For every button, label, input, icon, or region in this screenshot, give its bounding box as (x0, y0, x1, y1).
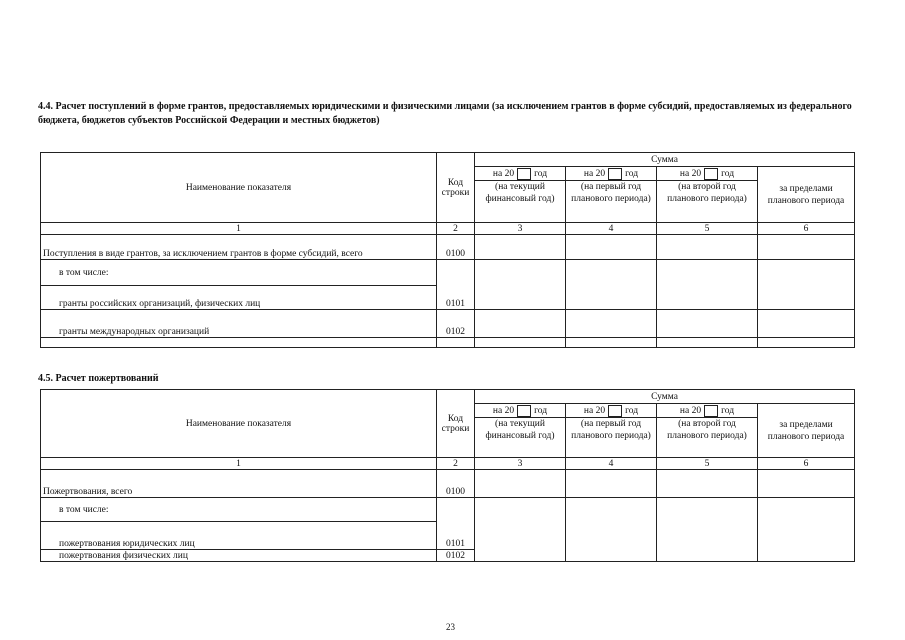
header-sum: Сумма (475, 390, 855, 404)
table-row: гранты российских организаций, физических лиц (41, 286, 855, 310)
donations-table (40, 389, 855, 562)
period-3-label: (на второй год планового периода) (657, 181, 758, 223)
section-4-5-title: 4.5. Расчет пожертвований (38, 373, 159, 384)
year-input-box[interactable] (704, 405, 718, 417)
year-input-box[interactable] (608, 168, 622, 180)
table-row: пожертвования физических лиц 0102 (41, 550, 855, 562)
header-name: Наименование показателя (41, 153, 437, 223)
col-num: 6 (758, 458, 855, 470)
table-row: в том числе: 0101 (41, 498, 855, 522)
period-1-label: (на текущий финансовый год) (475, 418, 566, 458)
header-sum: Сумма (475, 153, 855, 167)
period-2-year: на 20 год (566, 404, 657, 418)
section-4-4-title: 4.4. Расчет поступлений в форме грантов, предоставляемых юридическими и физическими лицами (за исключением грантов в форме субсидий, предоставляемых из федерального бюджета, бюджетов субъектов Российской Федерации и местных бюджетов) (38, 101, 852, 126)
col-num: 4 (566, 223, 657, 235)
year-input-box[interactable] (704, 168, 718, 180)
period-1-label: (на текущий финансовый год) (475, 181, 566, 223)
col-num: 6 (758, 223, 855, 235)
period-2-label: (на первый год планового периода) (566, 181, 657, 223)
header-name: Наименование показателя (41, 390, 437, 458)
col-num: 4 (566, 458, 657, 470)
table-row: Пожертвования, всего 0100 (41, 470, 855, 498)
table-row: Поступления в виде грантов, за исключением грантов в форме субсидий, всего 0100 (41, 235, 855, 260)
table-row: гранты международных организаций 0102 (41, 310, 855, 338)
col-num: 3 (475, 458, 566, 470)
year-input-box[interactable] (608, 405, 622, 417)
col-num: 5 (657, 458, 758, 470)
col-num: 2 (437, 458, 475, 470)
header-code: Код строки (437, 390, 475, 458)
period-3-year: на 20 год (657, 167, 758, 181)
page-number: 23 (446, 622, 455, 632)
col-num: 1 (41, 223, 437, 235)
col-num: 2 (437, 223, 475, 235)
col-num: 1 (41, 458, 437, 470)
table-row: пожертвования юридических лиц (41, 522, 855, 550)
period-2-year: на 20 год (566, 167, 657, 181)
period-1-year: на 20 год (475, 404, 566, 418)
period-4-label: за пределами планового периода (758, 167, 855, 223)
period-1-year: на 20 год (475, 167, 566, 181)
col-num: 5 (657, 223, 758, 235)
period-4-label: за пределами планового периода (758, 404, 855, 458)
period-3-year: на 20 год (657, 404, 758, 418)
col-num: 3 (475, 223, 566, 235)
year-input-box[interactable] (517, 405, 531, 417)
header-code: Код строки (437, 153, 475, 223)
period-2-label: (на первый год планового периода) (566, 418, 657, 458)
period-3-label: (на второй год планового периода) (657, 418, 758, 458)
grants-table (40, 152, 855, 348)
year-input-box[interactable] (517, 168, 531, 180)
table-row: в том числе: 0101 (41, 260, 855, 286)
